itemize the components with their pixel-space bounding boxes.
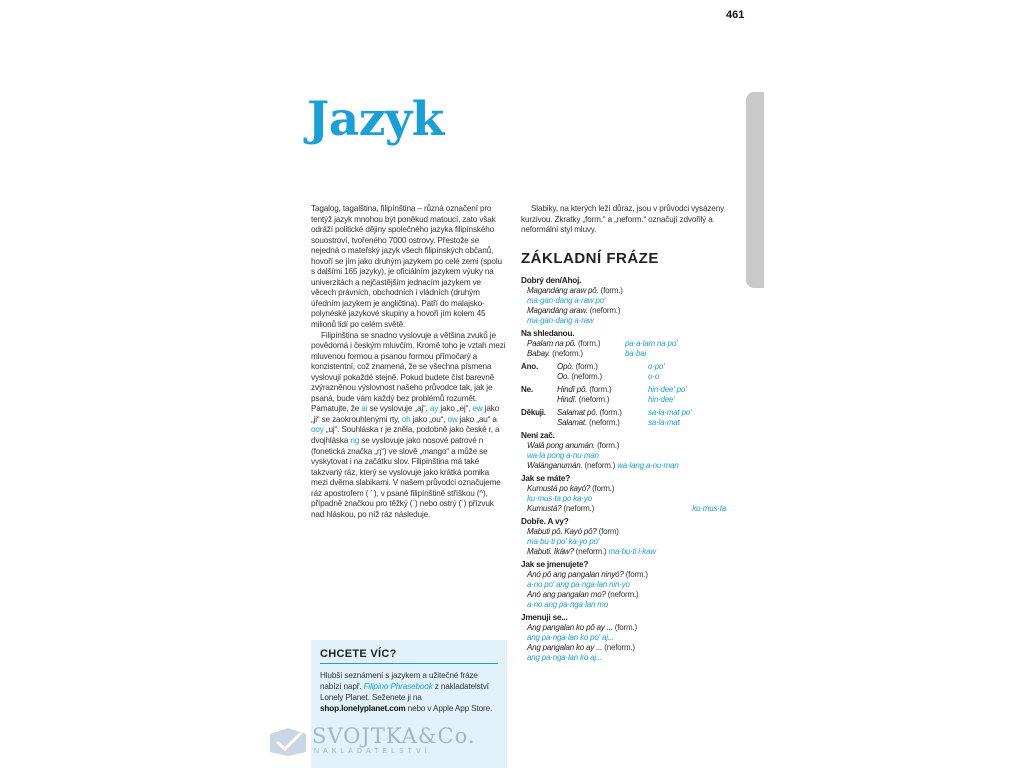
phrase-title: Ne.	[521, 384, 533, 394]
phrase-informal: Salamat.	[557, 417, 587, 427]
sound-oh: oh	[401, 414, 411, 424]
paragraph-text: se vyslovuje jako nosové patrové n (fonetická značka „ŋ“) ve slově „mango“ a může se vyskytovat i na začátku slov. Filipínština má také takzvaný ráz, který se vyslovuje jako krátká pomlka mezi dvěma slabikami. V našem průvodci označujeme ráz apostrofem ( ' ), v psané filipínštině stříškou (^), případně značkou pro těžký (`) nebo ostrý (´) přízvuk nad hláskou, po níž ráz následuje.	[311, 436, 501, 519]
pronunciation: sa·la·mat	[648, 417, 680, 427]
phrase-form: Magandáng araw pô.	[527, 285, 599, 295]
register-tag: (neform.)	[584, 460, 616, 470]
pronunciation: pa·a·lam na po'	[625, 338, 678, 348]
register-tag: (form.)	[597, 440, 620, 450]
register-tag: (form.)	[600, 285, 623, 295]
paragraph-text: jako „ej“,	[438, 404, 473, 414]
phrase-line	[521, 461, 726, 471]
phrase-line	[521, 547, 726, 557]
phrase-form: Salamat pô.	[557, 407, 598, 417]
phrase-form: Kumustá po kayó?	[527, 483, 591, 493]
pronunciation: ma·bu·ti po' ka·yo po'	[527, 536, 600, 546]
page-number: 461	[726, 9, 745, 21]
phrase-informal: Anó ang pangalan mo?	[527, 589, 606, 599]
phrase-row	[521, 395, 726, 405]
phrase-list	[521, 276, 726, 663]
phrase-line	[521, 643, 726, 653]
phrase-informal: Magandáng araw.	[527, 305, 588, 315]
phrase-form: Opò.	[557, 361, 574, 371]
pronunciation: a·no ang pa·nga·lan mo	[527, 599, 608, 609]
pronunciation: a·no po' ang pa·nga·lan nin·yo	[527, 579, 630, 589]
phrase-name-answer	[521, 613, 726, 663]
pronunciation: ma·bu·ti i·kaw	[608, 546, 656, 556]
sound-ay: ay	[429, 404, 439, 414]
pronunciation: ku·mus·ta po ka·yo	[527, 493, 592, 503]
shop-link[interactable]: shop.lonelyplanet.com	[320, 704, 406, 713]
phrase-line	[521, 306, 726, 316]
phrase-row	[521, 418, 726, 428]
phrase-bye	[521, 329, 726, 359]
phrase-informal: Babay.	[527, 348, 551, 358]
phrase-form: Walâ pong anumán.	[527, 440, 596, 450]
register-tag: (neform.)	[589, 305, 621, 315]
stress-note	[521, 204, 726, 236]
register-tag: (form.)	[592, 483, 615, 493]
phrase-title: Dobře. A vy?	[521, 516, 569, 526]
register-tag: (form.)	[625, 569, 648, 579]
register-tag: (form.)	[575, 361, 598, 371]
pronunciation: ma·gan·dang a·raw	[527, 315, 594, 325]
phrase-line	[521, 484, 726, 494]
more-info-text	[320, 670, 498, 714]
phrase-line	[521, 590, 726, 600]
phrase-title: Není zač.	[521, 430, 555, 440]
register-tag: (neform.)	[575, 546, 607, 556]
pronunciation: hin·dee' po'	[648, 384, 687, 394]
phrasebook-title: Filipino Phrasebook	[363, 682, 433, 691]
pronunciation: ku·mus·ta	[692, 503, 726, 513]
phrase-line	[521, 527, 726, 537]
phrase-name-question	[521, 560, 726, 610]
section-heading: ZÁKLADNÍ FRÁZE	[521, 249, 659, 267]
phrase-title: Ano.	[521, 361, 538, 371]
pronunciation: wa·la pong a·nu·man	[527, 450, 599, 460]
register-tag: (neform.)	[578, 394, 610, 404]
phrase-thanks	[521, 408, 726, 428]
pronunciation: o·o	[648, 371, 659, 381]
register-tag: (neform.)	[571, 371, 602, 381]
register-tag: (form.)	[589, 384, 612, 394]
phrase-title: Na shledanou.	[521, 328, 575, 338]
phrase-informal: Walánganumán.	[527, 460, 583, 470]
phrase-row	[521, 408, 726, 418]
paragraph-text: jako „ji“ se zaokrouhlenými rty,	[311, 404, 500, 424]
pronunciation: ang pa·nga·lan ko po' aj...	[527, 632, 614, 642]
phrase-fine	[521, 517, 726, 557]
sound-ew: ew	[472, 404, 483, 414]
pronunciation: hin·dee'	[648, 394, 675, 404]
sound-ooy: ooy	[311, 425, 324, 435]
paragraph-text: jako „ou“,	[410, 414, 448, 424]
phrase-row	[521, 504, 726, 514]
sound-ng: ng	[350, 436, 360, 446]
register-tag: (form)	[598, 526, 619, 536]
phrase-form: Ang pangalan ko pô ay ...	[527, 622, 613, 632]
phrases-column	[521, 204, 726, 666]
sound-ai: ai	[361, 404, 368, 414]
phrase-how-are-you	[521, 474, 726, 514]
register-tag: (neform.)	[563, 503, 595, 513]
phrase-line	[521, 441, 726, 451]
register-tag: (form.)	[614, 622, 637, 632]
note-text: Slabiky, na kterých leží důraz, jsou v průvodci vysázeny kurzivou. Zkratky „form.“ a „neform.“ označují zdvořilý a neformální styl mluvy.	[521, 204, 725, 235]
phrase-no	[521, 385, 726, 405]
phrase-informal: Oo.	[557, 371, 570, 381]
phrase-row	[521, 362, 726, 372]
book-check-icon	[268, 724, 308, 758]
paragraph-text: „uj“. Souhláska r je zněla, podobně jako české r, a dvojhláska	[311, 425, 500, 446]
pronunciation: ma·gan·dang a·raw po'	[527, 295, 606, 305]
phrase-title: Jak se máte?	[521, 473, 571, 483]
phrase-title: Děkuji.	[521, 407, 546, 417]
register-tag: (neform.)	[552, 348, 583, 358]
phrase-form: Anó pô ang pangalan ninyó?	[527, 569, 624, 579]
phrase-hello	[521, 276, 726, 326]
phrase-row	[521, 339, 726, 349]
intro-paragraph: Tagalog, tagalština, filipínština – různá označení pro tentýž jazyk mnohou být poněkud matoucí, zato však odráží politické dějiny společného jazyka filipínského souostroví, tvořeného 7000 ostrovy. Přestože se nejedná o mateřský jazyk všech filipínských občanů, hovoří se jím jako druhým jazykem po celé zemi (spolu s dalšími 165 jazyky), je oficiálním jazykem výuky na univerzitách a nejčastějším jednacím jazykem ve věcech právních, obchodních i vládních (druhým úředním jazykem je angličtina). Patří do malajsko-polynéské jazykové skupiny a hovoří jím kolem 45 milionů lidí po celém světě.	[311, 204, 502, 330]
pronunciation: sa·la·mat po'	[648, 407, 692, 417]
phrase-informal: Kumustá?	[527, 503, 562, 513]
register-tag: (neform.)	[607, 589, 639, 599]
phrase-row	[521, 349, 726, 359]
phrase-line	[521, 570, 726, 580]
watermark-sub: NAKLADATELSTVÍ	[314, 748, 431, 755]
chapter-side-tab	[746, 92, 764, 288]
pronunciation: ang pa·nga·lan ko aj...	[527, 652, 603, 662]
pronunciation: o·po'	[648, 361, 665, 371]
register-tag: (form.)	[599, 407, 622, 417]
register-tag: (neform.)	[604, 642, 635, 652]
register-tag: (neform.)	[589, 417, 620, 427]
phrase-line	[521, 286, 726, 296]
phrase-yes	[521, 362, 726, 382]
phrase-informal: Mabuti. Ikáw?	[527, 546, 574, 556]
phrase-form: Hindî pô.	[557, 384, 588, 394]
intro-column	[311, 204, 507, 520]
watermark-name: SVOJTKA&Co.	[312, 724, 476, 748]
pronunciation: ba·bai	[625, 348, 647, 358]
publisher-watermark	[268, 724, 476, 758]
box-text: Hlubší seznámení s jazykem a užitečné fráze nabízí např.	[320, 671, 478, 691]
phrase-informal: Hindî.	[557, 394, 577, 404]
phrase-row	[521, 372, 726, 382]
phrase-title: Jak se jmenujete?	[521, 559, 589, 569]
box-text: z nakladatelství Lonely Planet. Seženete ji na	[320, 682, 489, 702]
page-title: Jazyk	[307, 92, 444, 147]
box-text: nebo v Apple App Store.	[405, 704, 493, 713]
phrase-informal: Ang pangalan ko ay ...	[527, 642, 603, 652]
sound-ow: ow	[447, 414, 458, 424]
pronunciation-paragraph	[311, 331, 507, 521]
phrase-line	[521, 623, 726, 633]
paragraph-text: se vyslovuje „aj“,	[367, 404, 430, 414]
phrase-welcome	[521, 431, 726, 471]
register-tag: (form.)	[578, 338, 601, 348]
more-info-heading: CHCETE VÍC?	[320, 648, 498, 664]
phrase-title: Dobrý den/Ahoj.	[521, 275, 582, 285]
paragraph-text: Filipínština se snadno vyslovuje a většina zvuků je povědomá i českým mluvčím. Kromě toho je vztah mezi mluvenou formou a psanou formou přímočarý a konzistentní, což znamená, že se všechna písmena vyslovují pokaždé stejně. Pokud budete číst barevně zvýrazněnou výslovnost našeho průvodce tak, jak je psaná, bude vám každý bez problémů rozumět. Pamatujte, že	[311, 330, 506, 414]
phrase-form: Paalam na pô.	[527, 338, 576, 348]
phrase-row	[521, 385, 726, 395]
phrase-form: Mabuti pô. Kayó pô?	[527, 526, 597, 536]
pronunciation: wa·lang a·nu·man	[617, 460, 679, 470]
paragraph-text: jako „au“ a	[457, 414, 497, 424]
phrase-title: Jmenuji se...	[521, 612, 568, 622]
